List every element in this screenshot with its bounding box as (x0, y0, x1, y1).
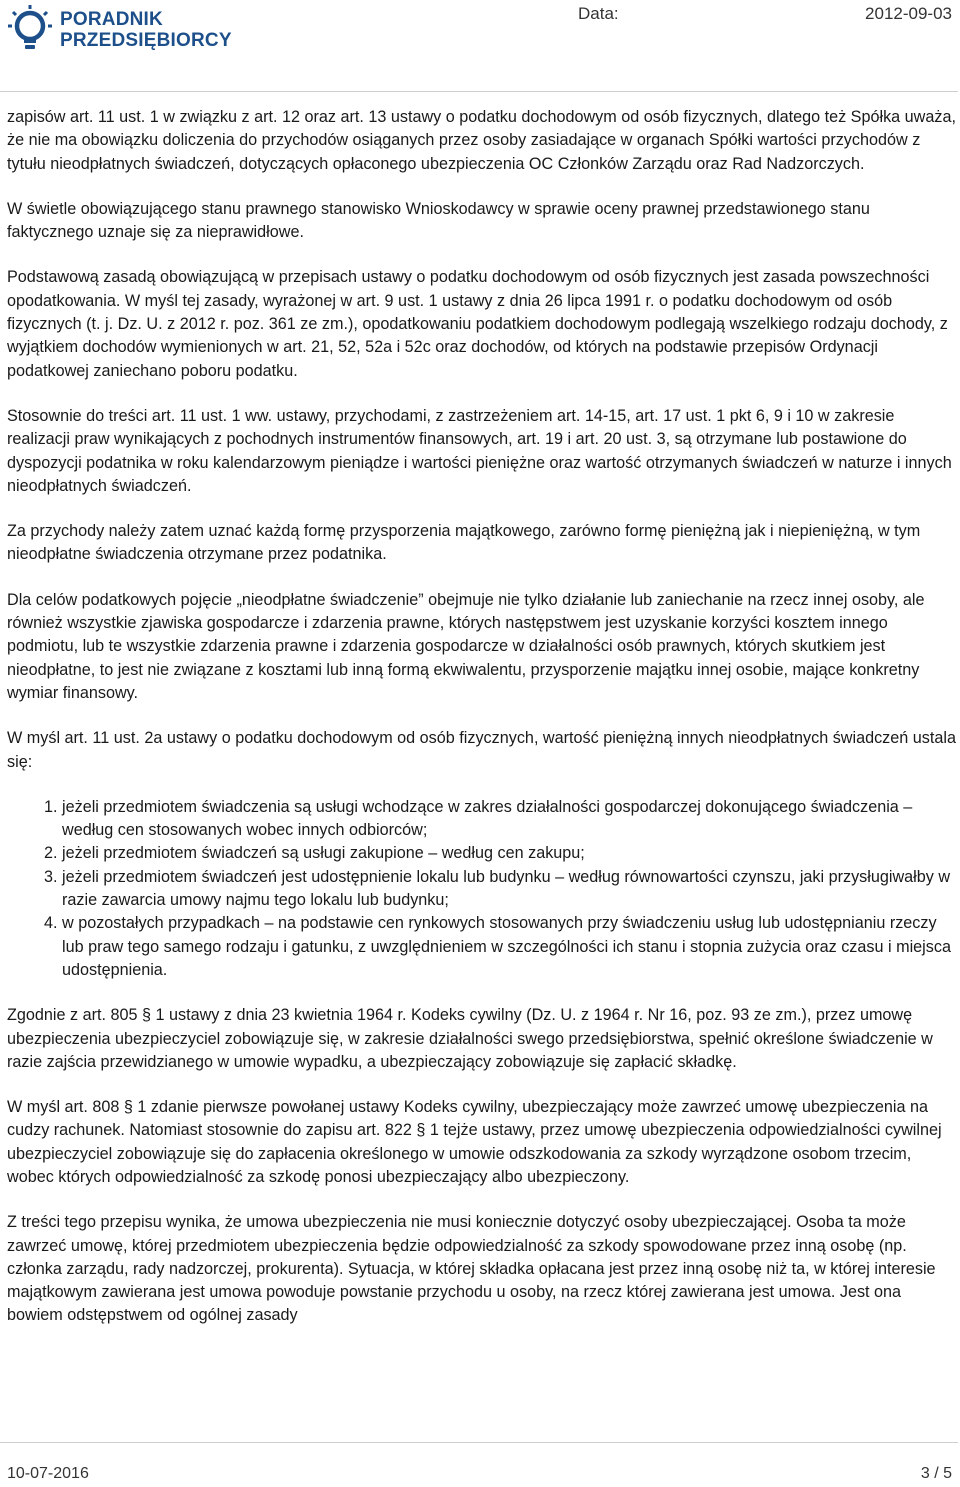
list-item: 2. jeżeli przedmiotem świadczeń są usługi zakupione – według cen zakupu; (62, 842, 957, 865)
paragraph: W świetle obowiązującego stanu prawnego stanowisko Wnioskodawcy w sprawie oceny prawnej przedstawionego stanu faktycznego uznaje się za nieprawidłowe. (7, 199, 870, 242)
valuation-rules-list (7, 796, 957, 982)
article-body (7, 106, 957, 1350)
paragraph: Z treści tego przepisu wynika, że umowa ubezpieczenia nie musi koniecznie dotyczyć osoby ubezpieczającej. Osoba ta może zawrzeć umowę, której przedmiotem ubezpieczenia będzie odpowiedzialność za szkody spowodowane przez inną osobę (np. członka zarządu, rady nadzorczej, prokurenta). Sytuacja, w której składka opłacana jest przez inną osobę niż ta, w której interesie majątkowym zawierana jest umowa powoduje powstanie przychodu u osoby, na rzecz której zawierana jest umowa. Jest ona bowiem odstępstwem od ogólnej zasady (7, 1213, 936, 1325)
lightbulb-icon (6, 4, 54, 56)
paragraph: W myśl art. 808 § 1 zdanie pierwsze powołanej ustawy Kodeks cywilny, ubezpieczający może zawrzeć umowę ubezpieczenia na cudzy rachunek. Natomiast stosownie do zapisu art. 822 § 1 tejże ustawy, przez umowę ubezpieczenia odpowiedzialności cywilnej ubezpieczyciel zobowiązuje się do zapłacenia określonego w umowie odszkodowania za szkody wyrządzone osobom trzecim, wobec których odpowiedzialność za szkodę ponosi ubezpieczający albo ubezpieczony. (7, 1098, 942, 1186)
list-item: 1. jeżeli przedmiotem świadczenia są usługi wchodzące w zakres działalności gospodarczej dokonującego świadczenia – według cen stosowanych wobec innych odbiorców; (62, 796, 957, 843)
brand-logo[interactable] (6, 4, 236, 56)
logo-line-1: PORADNIK (60, 9, 163, 30)
paragraph: Zgodnie z art. 805 § 1 ustawy z dnia 23 kwietnia 1964 r. Kodeks cywilny (Dz. U. z 1964 r. Nr 16, poz. 93 ze zm.), przez umowę ubezpieczenia ubezpieczyciel zobowiązuje się, w zakresie działalności swego przedsiębiorstwa, spełnić określone świadczenie w razie zajścia przewidzianego w umowie wypadku, a ubezpieczający zobowiązuje się zapłacić składkę. (7, 1006, 933, 1071)
logo-line-2: PRZEDSIĘBIORCY (60, 30, 232, 51)
paragraph: Dla celów podatkowych pojęcie „nieodpłatne świadczenie” obejmuje nie tylko działanie lub zaniechanie na rzecz innej osoby, ale również wszystkie zjawiska gospodarcze i zdarzenia prawne, których następstwem jest uzyskanie korzyści kosztem innego podmiotu, lub te wszystkie zdarzenia prawne i zdarzenia gospodarcze w działalności osób prawnych, których skutkiem jest nieodpłatne, to jest nie związane z kosztami lub inną formą ekwiwalentu, przysporzenie majątku innej osobie, mające konkretny wymiar finansowy. (7, 590, 925, 702)
header-divider (0, 91, 958, 92)
paragraph: Stosownie do treści art. 11 ust. 1 ww. ustawy, przychodami, z zastrzeżeniem art. 14-15, art. 17 ust. 1 pkt 6, 9 i 10 w zakresie realizacji praw wynikających z pochodnych instrumentów finansowych, art. 19 i art. 20 ust. 3, są otrzymane lub postawione do dyspozycji podatnika w roku kalendarzowym pieniądze i wartości pieniężne oraz wartość otrzymanych świadczeń w naturze i innych nieodpłatnych świadczeń. (7, 406, 952, 495)
list-item: 3. jeżeli przedmiotem świadczeń jest udostępnienie lokalu lub budynku – według równowartości czynszu, jaki przysługiwałby w razie zawarcia umowy najmu tego lokalu lub budynku; (62, 866, 957, 913)
footer-divider (0, 1442, 958, 1443)
page-number: 3 / 5 (920, 1465, 952, 1482)
footer-date: 10-07-2016 (7, 1465, 89, 1482)
paragraph: zapisów art. 11 ust. 1 w związku z art. 12 oraz art. 13 ustawy o podatku dochodowym od osób fizycznych, dlatego też Spółka uważa, że nie ma obowiązku doliczenia do przychodów osiąganych przez osoby zasiadające w organach Spółki wartości przychodów z tytułu nieodpłatnych świadczeń, dotyczących opłaconego ubezpieczenia OC Członków Zarządu oraz Rad Nadzorczych. (7, 108, 956, 173)
logo-wordmark (60, 9, 232, 51)
paragraph: Podstawową zasadą obowiązującą w przepisach ustawy o podatku dochodowym od osób fizycznych jest zasada powszechności opodatkowania. W myśl tej zasady, wyrażonej w art. 9 ust. 1 ustawy z dnia 26 lipca 1991 r. o podatku dochodowym od osób fizycznych (t. j. Dz. U. z 2012 r. poz. 361 ze zm.), opodatkowaniu podatkiem dochodowym podlegają wszelkiego rodzaju dochody, z wyjątkiem dochodów wymienionych w art. 21, 52, 52a i 52c oraz dochodów, od których na podstawie przepisów Ordynacji podatkowej zaniechano poboru podatku. (7, 268, 948, 380)
page-header (0, 0, 960, 92)
date-label: Data: (578, 4, 619, 23)
paragraph: W myśl art. 11 ust. 2a ustawy o podatku dochodowym od osób fizycznych, wartość pieniężną innych nieodpłatnych świadczeń ustala się: (7, 729, 956, 771)
date-value: 2012-09-03 (865, 4, 952, 23)
list-item: 4. w pozostałych przypadkach – na podstawie cen rynkowych stosowanych przy świadczeniu usług lub udostępnianiu rzeczy lub praw tego samego rodzaju i gatunku, z uwzględnieniem w szczególności ich stanu i stopnia zużycia oraz czasu i miejsca udostępnienia. (62, 912, 957, 982)
paragraph: Za przychody należy zatem uznać każdą formę przysporzenia majątkowego, zarówno formę pieniężną jak i niepieniężną, w tym nieodpłatne świadczenia otrzymane przez podatnika. (7, 522, 921, 564)
